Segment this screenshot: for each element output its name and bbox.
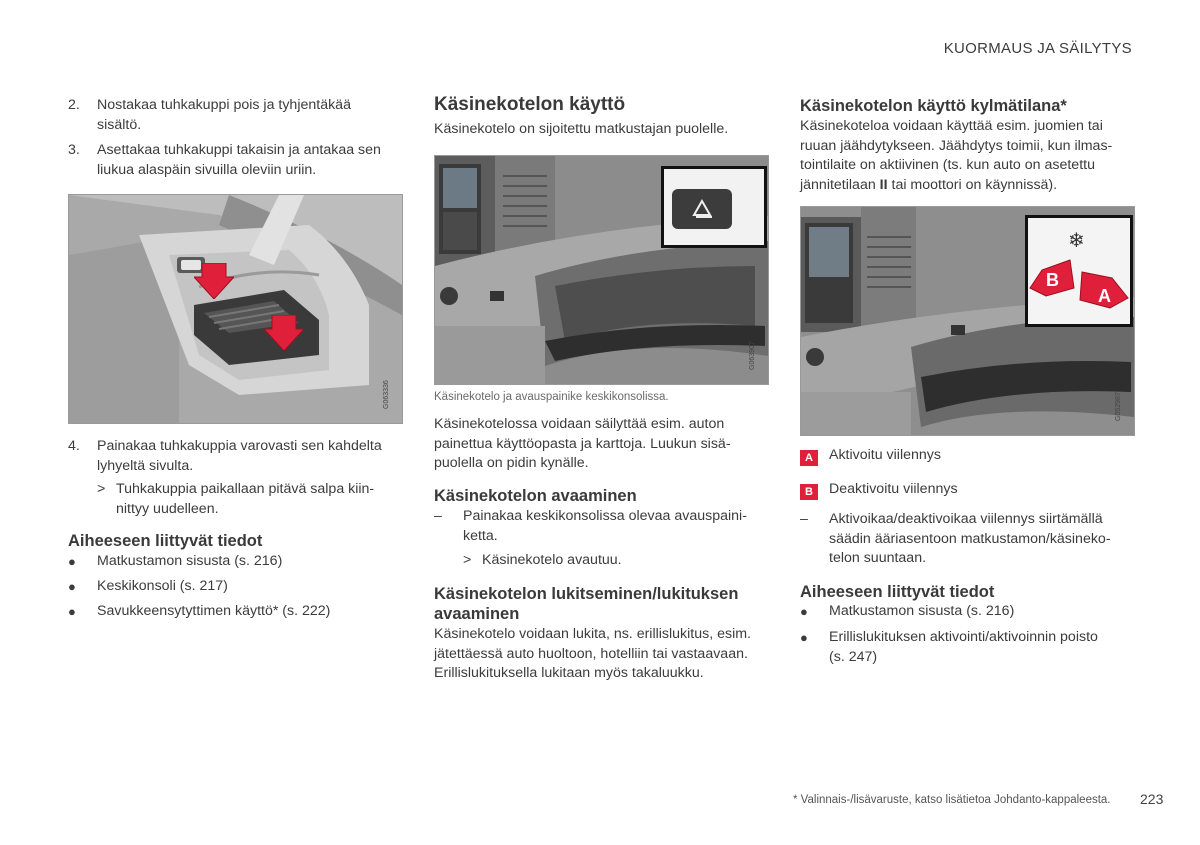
step-3 <box>68 141 408 181</box>
cooling-heading: Käsinekotelon käyttö kylmätilana* <box>800 97 1067 115</box>
related-link-label: Savukkeensytyttimen käyttö* (s. 222) <box>97 603 331 619</box>
page-title: Käsinekotelon käyttö <box>434 94 626 115</box>
steps-list-top <box>68 96 408 181</box>
paragraph-line: painettua käyttöopasta ja karttoja. Luukun sisä- <box>434 435 731 452</box>
down-arrow-icon <box>194 263 234 299</box>
related-link-label: Keskikonsoli (s. 217) <box>97 578 228 594</box>
result-marker: > <box>463 552 472 568</box>
dash-marker: – <box>800 511 808 527</box>
figure-id: G052987 <box>1115 392 1122 421</box>
inset-zoom <box>661 166 767 248</box>
paragraph-line: ruuan jäähdytykseen. Jäähdytys toimii, kun ilmas- <box>800 137 1113 154</box>
bullet-icon: ● <box>800 604 808 619</box>
inset-zoom <box>1025 215 1133 327</box>
step-2 <box>68 96 408 136</box>
result-marker: > <box>97 481 106 497</box>
lock-heading <box>434 584 738 624</box>
result-text: Tuhkakuppia paikallaan pitävä salpa kiin- <box>116 481 375 497</box>
page-number: 223 <box>1140 791 1164 807</box>
related-heading: Aiheeseen liittyvät tiedot <box>68 532 263 550</box>
glovebox-illustration <box>434 155 769 385</box>
heading-line: Käsinekotelon lukitseminen/lukituksen <box>434 585 739 603</box>
related-list <box>800 602 1140 668</box>
badge-b: B <box>800 484 818 500</box>
lock-paragraph <box>434 625 774 684</box>
paragraph-line: tointilaite on aktiivinen (ts. kun auto on asetettu <box>800 157 1095 173</box>
instruction-text: säädin ääriasentoon matkustamon/käsineko- <box>829 530 1111 547</box>
footnote: * Valinnais-/lisävaruste, katso lisätietoa Johdanto-kappaleesta. <box>793 794 1111 806</box>
paragraph-line: Käsinekoteloa voidaan käyttää esim. juomien tai <box>800 118 1103 134</box>
ignition-mode: II <box>879 176 888 193</box>
figure-caption: Käsinekotelo ja avauspainike keskikonsolissa. <box>434 391 669 403</box>
svg-text:B: B <box>1046 270 1059 290</box>
open-instructions <box>434 507 774 577</box>
ashtray-drawing <box>69 195 402 423</box>
step-number: 4. <box>68 438 80 454</box>
instruction-text: ketta. <box>463 527 498 544</box>
cooling-arrows-icon <box>1028 252 1130 312</box>
cooling-instructions <box>800 510 1140 570</box>
glovebox-paragraph <box>434 415 774 474</box>
step-text: Painakaa tuhkakuppia varovasti sen kahdelta <box>97 438 382 454</box>
paragraph-line <box>800 176 1140 196</box>
related-link[interactable] <box>68 602 408 627</box>
snowflake-icon: ❄ <box>1068 230 1085 252</box>
glovebox-icon <box>672 189 732 229</box>
intro-text: Käsinekotelo on sijoitettu matkustajan puolelle. <box>434 121 729 137</box>
ashtray-illustration <box>68 194 403 424</box>
text-span: tai moottori on käynnissä). <box>887 176 1058 193</box>
related-link[interactable] <box>68 552 408 577</box>
step-text: Nostakaa tuhkakuppi pois ja tyhjentäkää <box>97 97 351 113</box>
instruction-text: Aktivoikaa/deaktivoikaa viilennys siirtämällä <box>829 511 1103 527</box>
related-link[interactable] <box>800 628 1140 668</box>
legend-label: Aktivoitu viilennys <box>829 447 941 463</box>
dash-marker: – <box>434 508 442 524</box>
related-link[interactable] <box>68 577 408 602</box>
cooling-illustration <box>800 206 1135 436</box>
paragraph-line: Erillislukituksella lukitaan myös takaluukku. <box>434 665 704 681</box>
related-link-label: Matkustamon sisusta (s. 216) <box>829 603 1015 619</box>
instruction-text: Painakaa keskikonsolissa olevaa avauspaini- <box>463 508 747 524</box>
result-text: Käsinekotelo avautuu. <box>482 552 622 568</box>
figure-id: G063907 <box>749 341 756 370</box>
step-number: 2. <box>68 97 80 113</box>
svg-text:A: A <box>1098 286 1111 306</box>
badge-a: A <box>800 450 818 466</box>
step-4-result <box>68 480 408 520</box>
bullet-icon: ● <box>800 630 808 645</box>
bullet-icon: ● <box>68 604 76 619</box>
step-number: 3. <box>68 142 80 158</box>
step-4 <box>68 437 408 477</box>
glovebox-open-button <box>672 189 732 229</box>
step-text: sisältö. <box>97 116 142 133</box>
figure-id: G063336 <box>383 380 390 409</box>
heading-line: avaaminen <box>434 605 520 623</box>
related-link-label: (s. 247) <box>829 648 878 665</box>
related-link[interactable] <box>800 602 1140 628</box>
step-text: liukua alaspäin sivuilla oleviin uriin. <box>97 161 317 178</box>
related-link-label: Matkustamon sisusta (s. 216) <box>97 553 283 569</box>
paragraph-line: jätettäessä auto huoltoon, hotelliin tai vastaavaan. <box>434 645 748 662</box>
bullet-icon: ● <box>68 579 76 594</box>
instruction-text: telon suuntaan. <box>829 550 927 566</box>
related-link-label: Erillislukituksen aktivointi/aktivoinnin poisto <box>829 629 1098 645</box>
cooling-paragraph <box>800 117 1140 195</box>
legend-label: Deaktivoitu viilennys <box>829 481 958 497</box>
paragraph-line: Käsinekotelossa voidaan säilyttää esim. auton <box>434 416 725 432</box>
step-text: lyhyeltä sivulta. <box>97 457 194 474</box>
open-heading: Käsinekotelon avaaminen <box>434 487 637 505</box>
result-text: nittyy uudelleen. <box>116 500 219 517</box>
related-heading: Aiheeseen liittyvät tiedot <box>800 583 995 601</box>
paragraph-line: puolella on pidin kynälle. <box>434 455 589 471</box>
text-span: jännitetilaan <box>800 176 880 193</box>
paragraph-line: Käsinekotelo voidaan lukita, ns. erillislukitus, esim. <box>434 626 752 642</box>
related-list <box>68 552 408 627</box>
section-title: KUORMAUS JA SÄILYTYS <box>943 40 1132 57</box>
down-arrow-icon <box>264 315 304 351</box>
step-text: Asettakaa tuhkakuppi takaisin ja antakaa sen <box>97 142 381 158</box>
bullet-icon: ● <box>68 554 76 569</box>
steps-list-bottom <box>68 437 408 520</box>
